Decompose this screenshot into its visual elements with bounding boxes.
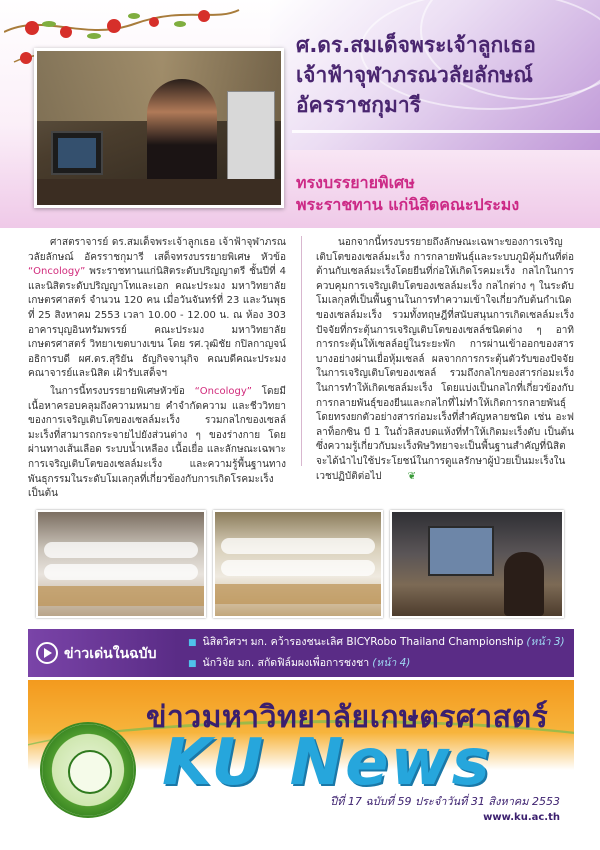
bullet-icon: ■ xyxy=(188,659,197,669)
news-highlights-tab xyxy=(28,629,178,677)
article-body xyxy=(28,236,574,502)
paragraph xyxy=(28,236,286,382)
website-link[interactable]: www.ku.ac.th xyxy=(483,812,560,823)
news-highlights-bar xyxy=(28,629,574,677)
lecture-podium-photo xyxy=(390,510,564,618)
news-item-page: (หน้า 3) xyxy=(526,636,565,648)
topic-highlight: “Oncology” xyxy=(28,266,86,278)
title-line: ศ.ดร.สมเด็จพระเจ้าลูกเธอ xyxy=(296,33,536,57)
subtitle-line: พระราชทาน แก่นิสิตคณะประมง xyxy=(296,195,520,214)
bullet-icon: ■ xyxy=(188,638,197,648)
newsletter-masthead xyxy=(28,680,574,830)
column-divider xyxy=(301,236,302,466)
news-item-text: นิสิตวิศวฯ มก. คว้ารองชนะเลิศ BICYRobo Thailand Championship xyxy=(202,636,524,648)
paragraph xyxy=(316,236,574,484)
paragraph xyxy=(28,385,286,502)
title-line: เจ้าฟ้าจุฬาภรณวลัยลักษณ์ xyxy=(296,63,533,87)
article-title xyxy=(296,30,596,120)
paragraph-text: ในการนี้ทรงบรรยายพิเศษหัวข้อ xyxy=(50,385,195,397)
topic-highlight: “Oncology” xyxy=(194,385,252,397)
university-seal-logo xyxy=(40,722,136,818)
subtitle-line: ทรงบรรยายพิเศษ xyxy=(296,173,415,192)
end-mark-icon: ❦ xyxy=(407,470,416,482)
masthead-thai-title: ข่าวมหาวิทยาลัยเกษตรศาสตร์ xyxy=(146,700,549,735)
students-photo xyxy=(36,510,206,618)
news-item[interactable] xyxy=(188,653,572,674)
article-column-left xyxy=(28,236,286,505)
princess-lecture-photo xyxy=(34,48,284,208)
masthead-english-title: KU News xyxy=(162,726,492,800)
play-icon xyxy=(36,642,58,664)
paragraph-text: ศาสตราจารย์ ดร.สมเด็จพระเจ้าลูกเธอ เจ้าฟ้าจุฬาภรณวลัยลักษณ์ อัครราชกุมารี เสด็จทรงบรรยายพิเศษ หัวข้อ xyxy=(28,237,286,263)
photo-strip xyxy=(36,510,564,618)
news-highlights-label: ข่าวเด่นในฉบับ xyxy=(64,646,157,662)
news-item-text: นักวิจัย มก. สกัดฟิล์มผงเพื่อการชงชา xyxy=(202,657,370,669)
news-list xyxy=(188,632,572,674)
article-column-right xyxy=(316,236,574,487)
paragraph-text: โดยมีเนื้อหาครอบคลุมถึงความหมาย คำจำกัดความ และชีววิทยาของการเจริญเติบโตของเซลล์มะเร็ง รวมกลไกของเซลล์มะเร็งที่สามารถกระจายไปยังส่วนต่าง ๆ ของร่างกาย โดยผ่านทางเส้นเลือด ระบบน้ำเหลือง เนื้อเยื่อ และลักษณะเฉพาะการเจริญเติบโตของเซลล์มะเร็ง และความรู้พื้นฐานทางพันธุกรรมในระดับโมเลกุลที่เกี่ยวข้องกับการเกิดโรคมะเร็ง เป็นต้น xyxy=(28,385,286,500)
article-subtitle xyxy=(296,172,596,216)
article-header xyxy=(0,0,600,228)
news-item-page: (หน้า 4) xyxy=(372,657,411,669)
issue-info: ปีที่ 17 ฉบับที่ 59 ประจำวันที่ 31 สิงหาคม 2553 xyxy=(330,795,560,808)
paragraph-text: พระราชทานแก่นิสิตระดับปริญญาตรี ชั้นปีที่ 4 และนิสิตระดับปริญญาโทและเอก คณะประมง มหาวิทยาลัยเกษตรศาสตร์ จำนวน 120 คน เมื่อวันจันทร์ที่ 23 และวันพุธที่ 25 สิงหาคม 2553 เวลา 10.00 - 12.00 น. ณ ห้อง 303 อาคารบุญอินทรัมพรรย์ คณะประมง มหาวิทยาลัยเกษตรศาสตร์ วิทยาเขตบางเขน โดย รศ.วุฒิชัย กปิลกาญจน์ อธิการบดี ผศ.ดร.สุริยัน ธัญกิจจานุกิจ คณบดีคณะประมง คณาจารย์และนิสิต เฝ้ารับเสด็จฯ xyxy=(28,266,286,380)
classroom-photo xyxy=(213,510,383,618)
title-divider xyxy=(292,130,600,133)
news-item[interactable] xyxy=(188,632,572,653)
title-line: อัครราชกุมารี xyxy=(296,93,421,117)
paragraph-text: นอกจากนี้ทรงบรรยายถึงลักษณะเฉพาะของการเจริญเติบโตของเซลล์มะเร็ง การกลายพันธุ์และระบบภูมิคุ้มกันที่ต่อต้านกับเซลล์มะเร็งโดยยีนที่ก่อให้เกิดโรคมะเร็ง กลไกในการควบคุมการเจริญเติบโตของเซลล์มะเร็ง กลไกต่าง ๆ ในระดับโมเลกุลที่เป็นพื้นฐานในการทำความเข้าใจเกี่ยวกับต้นกำเนิดของเซลล์มะเร็ง รวมทั้งทฤษฎีที่สนับสนุนการเกิดเซลล์มะเร็ง ปัจจัยที่กระตุ้นการเจริญเติบโตของเซลล์ชนิดต่าง ๆ อาทิ การกระตุ้นให้เซลล์อยู่ในระยะพัก การผ่านเข้าออกของสารบางอย่างผ่านเยื่อหุ้มเซลล์ ผลจากการกระตุ้นตัวรับของปัจจัยในการเจริญเติบโตของเซลล์ รวมถึงกลไกของสารก่อมะเร็งในการทำให้เกิดเซลล์มะเร็ง โดยแบ่งเป็นกลไกที่เกี่ยวข้องกับการกลายพันธุ์ของยีนและกลไกที่ไม่ทำให้เกิดการกลายพันธุ์ โดยทรงยกตัวอย่างสารก่อมะเร็งที่สำคัญหลายชนิด เช่น อะฟลาท็อกซิน บี 1 ในถั่วลิสงบดแห้งที่ทำให้เกิดมะเร็งตับ เป็นต้น ซึ่งความรู้เกี่ยวกับมะเร็งพิษวิทยาจะเป็นพื้นฐานสำคัญที่นิสิตจะได้นำไปใช้ประโยชน์ในการดูแลรักษาผู้ป่วยเป็นมะเร็งในเวชปฏิบัติต่อไป xyxy=(316,237,574,482)
